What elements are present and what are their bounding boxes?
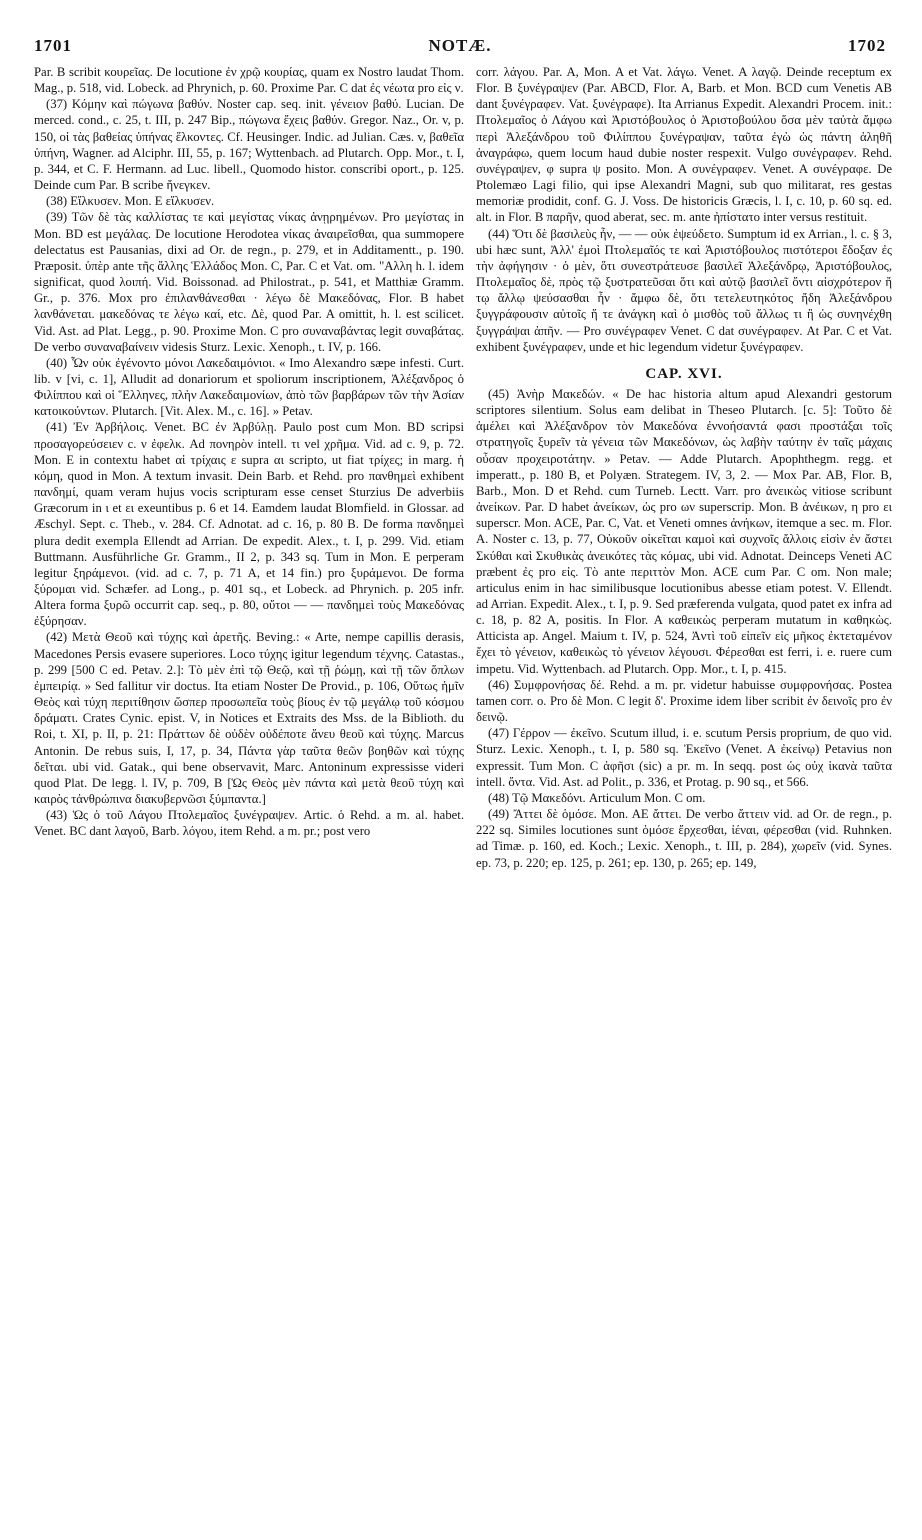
note-45: (45) Ἀνὴρ Μακεδών. « De hac historia altum apud Alexandri gestorum scriptores silentium. Solus eam delibat in Theseo Plutarch. [c. 5]: Τοῦτο δὲ ἀμέλει καὶ Ἀλέξανδρον τὸν Μακεδόνα ἐννοήσαντά φασι προστάξαι τοῖς στρατηγοῖς ξυρεῖν τὰ γένεια τῶν Μακεδόνων, ὡς λαβὴν ταύτην ἐν ταῖς μάχαις οὖσαν προχειροτάτην. » Petav. — Adde Plutarch. Apophthegm. regg. et imperatt., p. 180 B, et Polyæn. Strategem. IV, 3, 2. — Mox Par. AB, Flor. B, Barb., Mon. D et Rehd. cum Turneb. Lectt. Varr. pro ἀνεικὼς vitiose scribunt ἀνείκων. Par. D habet ἀνείκων, ὡς pro ων superscrip. Mon. B ἀνέικων, η pro ει superscr. Mon. ACE, Par. C, Vat. et Veneti omnes ἀνήκων, itemque a sec. m. Flor. A. Noster c. 13, p. 77, Οὐκοῦν οἰκεῖται καμοὶ καὶ συχνοῖς ἄλλοις εἰσὶν ἐν ἄστει Σκύθαι καὶ Σκυθικὰς ἀνεικότες τὰς κόμας, ubi vid. Adnotat. Deinceps Veneti AC præbent ἐς pro εἰς. Tὸ ante περιττὸν Mon. ACE cum Par. C om. Non male; articulus enim in hac similibusque locutionibus abesse etiam potest. V. Ellendt. ad Arrian. Expedit. Alex., t. I, p. 9. Sed præferenda vulgata, quod patet ex infra ad c. 18, p. 82 A, positis. In Flor. A καθεικὼς perperam mutatum in καθηκὼς. Atticista ap. Angel. Maium t. IV, p. 524, Ἀντὶ τοῦ εἰπεῖν εἰς μῆκος ἐκτεταμένον ἔχει τὸ γένειον, καθεικὼς τὸ γένειον λέγουσι. Φέρεσθαι est ferri, i. e. ruere cum impetu. Vid. Wyttenbach. ad Plutarch. Opp. Mor., t. I, p. 415. [476, 386, 892, 676]
note-48: (48) Τῷ Μακεδόνι. Articulum Mon. C om. [488, 790, 706, 805]
note-40: (40) Ὧν οὐκ ἐγένοντο μόνοι Λακεδαιμόνιοι. « Imo Alexandro sæpe infesti. Curt. lib. v [vi, c. 1], Alludit ad donariorum et spoliorum inscriptionem, Ἀλέξανδρος ὁ Φιλίππου καὶ οἱ Ἕλληνες, πλὴν Λακεδαιμονίων, ἀπὸ τῶν βαρβάρων τῶν τὴν Ἀσίαν κατοικούντων. Plutarch. [Vit. Alex. M., c. 16]. » Petav. [34, 355, 464, 419]
note-continuation: Par. B scribit κουρεῖας. De locutione ἐν χρῷ κουρίας, quam ex Nostro laudat Thom. Mag., p. 518, vid. Lobeck. ad Phrynich, p. 60. Proxime Par. C dat ἐς νέωτα pro εἰς ν. [34, 65, 464, 96]
note-43: (43) Ὡς ὁ τοῦ Λάγου Πτολεμαῖος ξυνέγραψεν. Artic. ὁ Rehd. a m. al. habet. Venet. BC dant λαγοῦ, Barb. λόγου, item Rehd. a m. pr.; post vero [34, 808, 464, 839]
page-header [34, 36, 886, 60]
page-number-right: 1702 [848, 36, 886, 55]
note-47: (47) Γέρρον — ἐκεῖνο. Scutum illud, i. e. scutum Persis proprium, de quo vid. Sturz. Lexic. Xenoph., t. I, p. 580 sq. Ἐκεῖνο (Venet. A ἐκείνῳ) Petavius non expressit. Tum Mon. C ἀφῆσι (sic) a pr. m. In seqq. post ὡς οὐχ ἱκανὰ ταῦτα intell. ὄντα. Vid. Ast. ad Polit., p. 336, et Protag. p. 90 sq., et 566. [476, 726, 892, 789]
running-title: NOTÆ. [428, 36, 492, 55]
note-39: (39) Τῶν δὲ τὰς καλλίστας τε καὶ μεγίστας νίκας ἀνῃρημένων. Pro μεγίστας in Mon. BD est μεγάλας. De locutione Herodotea νίκας ἀναιρεῖσθαι, qua summopere delectatus est Pausanias, dixi ad Or. de regn., p. 279, et in Additamentt., p. 190. Præposit. ὑπὲρ ante τῆς ἄλλης Ἑλλάδος Mon. C, Par. C et Vat. om. "Αλλη h. l. idem significat, quod λοιπή. Vid. Boissonad. ad Philostrat., p. 541, et Matthiæ Gramm. Gr., p. 376. Mox pro ἐπιλανθάνεσθαι · λέγω δὲ Μακεδόνας, Flor. B habet λανθάνεται. μακεδόνας τε λέγω καί, etc. Δὲ, quod Par. A omittit, h. l. est scilicet. Vid. Ast. ad Plat. Legg., p. 90. Proxime Mon. C pro συναναβάντας legit συναβάτας. De verbo συναναβαίνειν videsis Sturz. Lexic. Xenoph., t. IV, p. 166. [34, 210, 464, 354]
note-44: (44) Ὅτι δὲ βασιλεὺς ἦν, — — οὐκ ἐψεύδετο. Sumptum id ex Arrian., l. c. § 3, ubi hæc sunt, Ἀλλ' ἐμοὶ Πτολεμαῖός τε καὶ Ἀριστόβουλος πιστότεροι ἔδοξαν ἐς τὴν ἀφήγησιν · ὁ μὲν, ὅτι συνεστράτευσε βασιλεῖ Ἀλεξάνδρῳ, Ἀριστόβουλος, Πτολεμαῖος δὲ, πρὸς τῷ ξυστρατεῦσαι ὅτι καὶ αὐτῷ βασιλεῖ ὄντι αἰσχρότερον ἤ τῳ ἄλλῳ ψεύσασθαι ἦν · ἄμφω δὲ, ὅτι τετελευτηκότος ἤδη Ἀλεξάνδρου ξυγγράφουσιν αὐτοῖς ἥ τε ἀνάγκη καὶ ὁ μισθὸς τοῦ ἄλλως τι ἢ ὡς συνηνέχθη ξυγγράψαι ἀπῆν. — Pro συνέγραφεν Venet. C dat συνέγραφεν. At Par. C et Vat. exhibent ξυνέγραφεν, unde et hic legendum videtur ξυνέγραφεν. [476, 226, 892, 354]
left-column [34, 64, 464, 840]
page-number-left: 1701 [34, 36, 72, 55]
note-37: (37) Κόμην καὶ πώγωνα βαθύν. Noster cap. seq. init. γένειον βαθύ. Lucian. De merced. cond., c. 25, t. III, p. 247 Bip., πώγωνα ἔχεις βαθύν. Gregor. Naz., Or. v, p. 150, οἱ τὰς βαθείας ὑπήνας ἕλκοντες. Cf. Heusinger. Indic. ad Julian. Cæs. v, βαθεῖα ὑπήνη, Wagner. ad Alciphr. III, 55, p. 167; Wyttenbach. ad Plutarch. Opp. Mor., t. I, p. 344, et C. F. Hermann. ad Luc. libell., Quomodo histor. conscribi oport., p. 125. Deinde cum Par. B scribe ἤνεγκεν. [34, 97, 464, 193]
note-42: (42) Μετὰ Θεοῦ καὶ τύχης καὶ ἀρετῆς. Beving.: « Arte, nempe capillis derasis, Macedones Persis evasere superiores. Loco τύχης igitur legendum τέχνης. Catastas., p. 299 [500 C ed. Petav. 2.]: Τὸ μὲν ἐπὶ τῷ Θεῷ, καὶ τῇ ῥώμῃ, καὶ τῇ τῶν ὅπλων ἐμπειρίᾳ. » Sed fallitur vir doctus. Ita etiam Noster De Provid., p. 106, Οὕτως ἡμῖν Θεὸς καὶ τύχη περιτίθησιν ὥσπερ προσωπεῖα τοὺς βίους ἐν τῷ μεγάλῳ τοῦ κόσμου δράματι. Crates Cynic. epist. V, in Notices et Extraits des Mss. de la Biblioth. du Roi, t. XI, p. II, p. 21: Πράττων δὲ οὐδὲν οὐδέποτε ἄνευ θεοῦ καὶ τύχης. Marcus Antonin. De rebus suis, I, 17, p. 34, Πάντα γὰρ ταῦτα θεῶν βοηθῶν καὶ τύχης δεῖται. ubi vid. Gatak., qui bene observavit, Marc. Antoninum expressisse videri quod Plat. De legg. l. IV, p. 709, B [Ὡς Θεὸς μὲν πάντα καὶ μετὰ θεοῦ τύχη καὶ καιρὸς τἀνθρώπινα διακυβερνῶσι ξύμπαντα.] [34, 630, 464, 807]
note-46: (46) Συμφρονήσας δέ. Rehd. a m. pr. videtur habuisse συμφρονήσας. Postea tamen corr. o. Pro δὲ Mon. C legit δ'. Proxime idem liber scribit ἐν δεινοῖς pro ἐν δεινῷ. [476, 677, 892, 725]
note-38: (38) Εἵλκυσεν. Mon. E εἵλκυσεν. [46, 194, 215, 209]
note-43-continuation: corr. λάγου. Par. A, Mon. A et Vat. λάγω. Venet. A λαγῷ. Deinde receptum ex Flor. B ξυνέγραψεν (Par. ABCD, Flor. A, Barb. et Mon. BCD cum Venetis AB dant ξυνέγραφεν. Vat. ξυνέγραφε). Ita Arrianus Expedit. Alexandri Procem. init.: Πτολεμαῖος ὁ Λάγου καὶ Ἀριστόβουλος ὁ Ἀριστοβούλου ὅσα μὲν ταὐτὰ ἄμφω περὶ Ἀλεξάνδρου τοῦ Φιλίππου ξυνέγραψαν, ταῦτα ἐγὼ ὡς πάντη ἀληθῆ ἀναγράφω, quem locum haud dubie noster respexit. Vulgo συνέγραφεν. Rehd. συνέγραψεν, φ supra ψ posito. Mon. A συνέγραφεν. Venet. A συνέγραφε. De Ptolemæo Lagi filio, qui ipse Alexandri Magni, sub quo militarat, res gestas memoriæ prodidit, conf. G. J. Voss. De historicis Græcis, l. I, c. 10, p. 60 sq. ed. alt. in Flor. B παρῆν, quod aberat, sec. m. ante ἠπίστατο inter versus restituit. [476, 65, 892, 225]
chapter-heading: CAP. XVI. [645, 365, 723, 382]
note-41: (41) Ἐν Ἀρβήλοις. Venet. BC ἐν Ἀρβύλῃ. Paulo post cum Mon. BD scripsi προσαγορεύσειεν c. ν ἐφελκ. Ad πονηρὸν intell. τι vel χρῆμα. Vid. ad c. 9, p. 72. Mon. E in contextu habet αἱ τρίχαις ε supra αι scripto, ut fiat τρίχες; in marg. ἡ κόμη, quod in Mon. A textum invasit. Dein Barb. et Rehd. pro πανθημεὶ exhibent πανδημί, quam veram hujus vocis scripturam esse censet Sturzius De adverbiis Græcorum in ι et ει exeuntibus p. 6 et 14. Eamdem laudat Blomfield. in Glossar. ad Æschyl. Sept. c. Theb., v. 284. Cf. Adnotat. ad c. 16, p. 80 B. De forma πανδημεὶ plura dedit exempla Ellendt ad Arrian. De expedit. Alex., t. I, p. 299. Vid. etiam Buttmann. Ausführliche Gr. Gramm., II 2, p. 343 sq. Tum in Mon. E perperam legitur ξηράμενοι. (vid. ad c. 7, p. 71 A, et 14 fin.) pro ξυράμενοι. De forma ξύρομαι vid. Schæfer. ad Long., p. 401 sq., et Lobeck. ad Phrynich. p. 205 infr. Altera forma ξυρῶ occurrit cap. seq., p. 80, οὔτοι — — πανδημεὶ τοὺς Μακεδόνας ἐξύρησαν. [34, 420, 464, 629]
note-49: (49) Ἄττει δὲ ὁμόσε. Mon. AE ἄττει. De verbo ἄττειν vid. ad Or. de regn., p. 222 sq. Similes locutiones sunt ὁμόσε ἔρχεσθαι, ἰέναι, φέρεσθαι (vid. Ruhnken. ad Timæ. p. 160, ed. Koch.; Lexic. Xenoph., t. III, p. 284), χωρεῖν (vid. Synes. ep. 73, p. 220; ep. 125, p. 261; ep. 130, p. 265; ep. 149, [476, 807, 892, 870]
right-column [476, 64, 892, 871]
